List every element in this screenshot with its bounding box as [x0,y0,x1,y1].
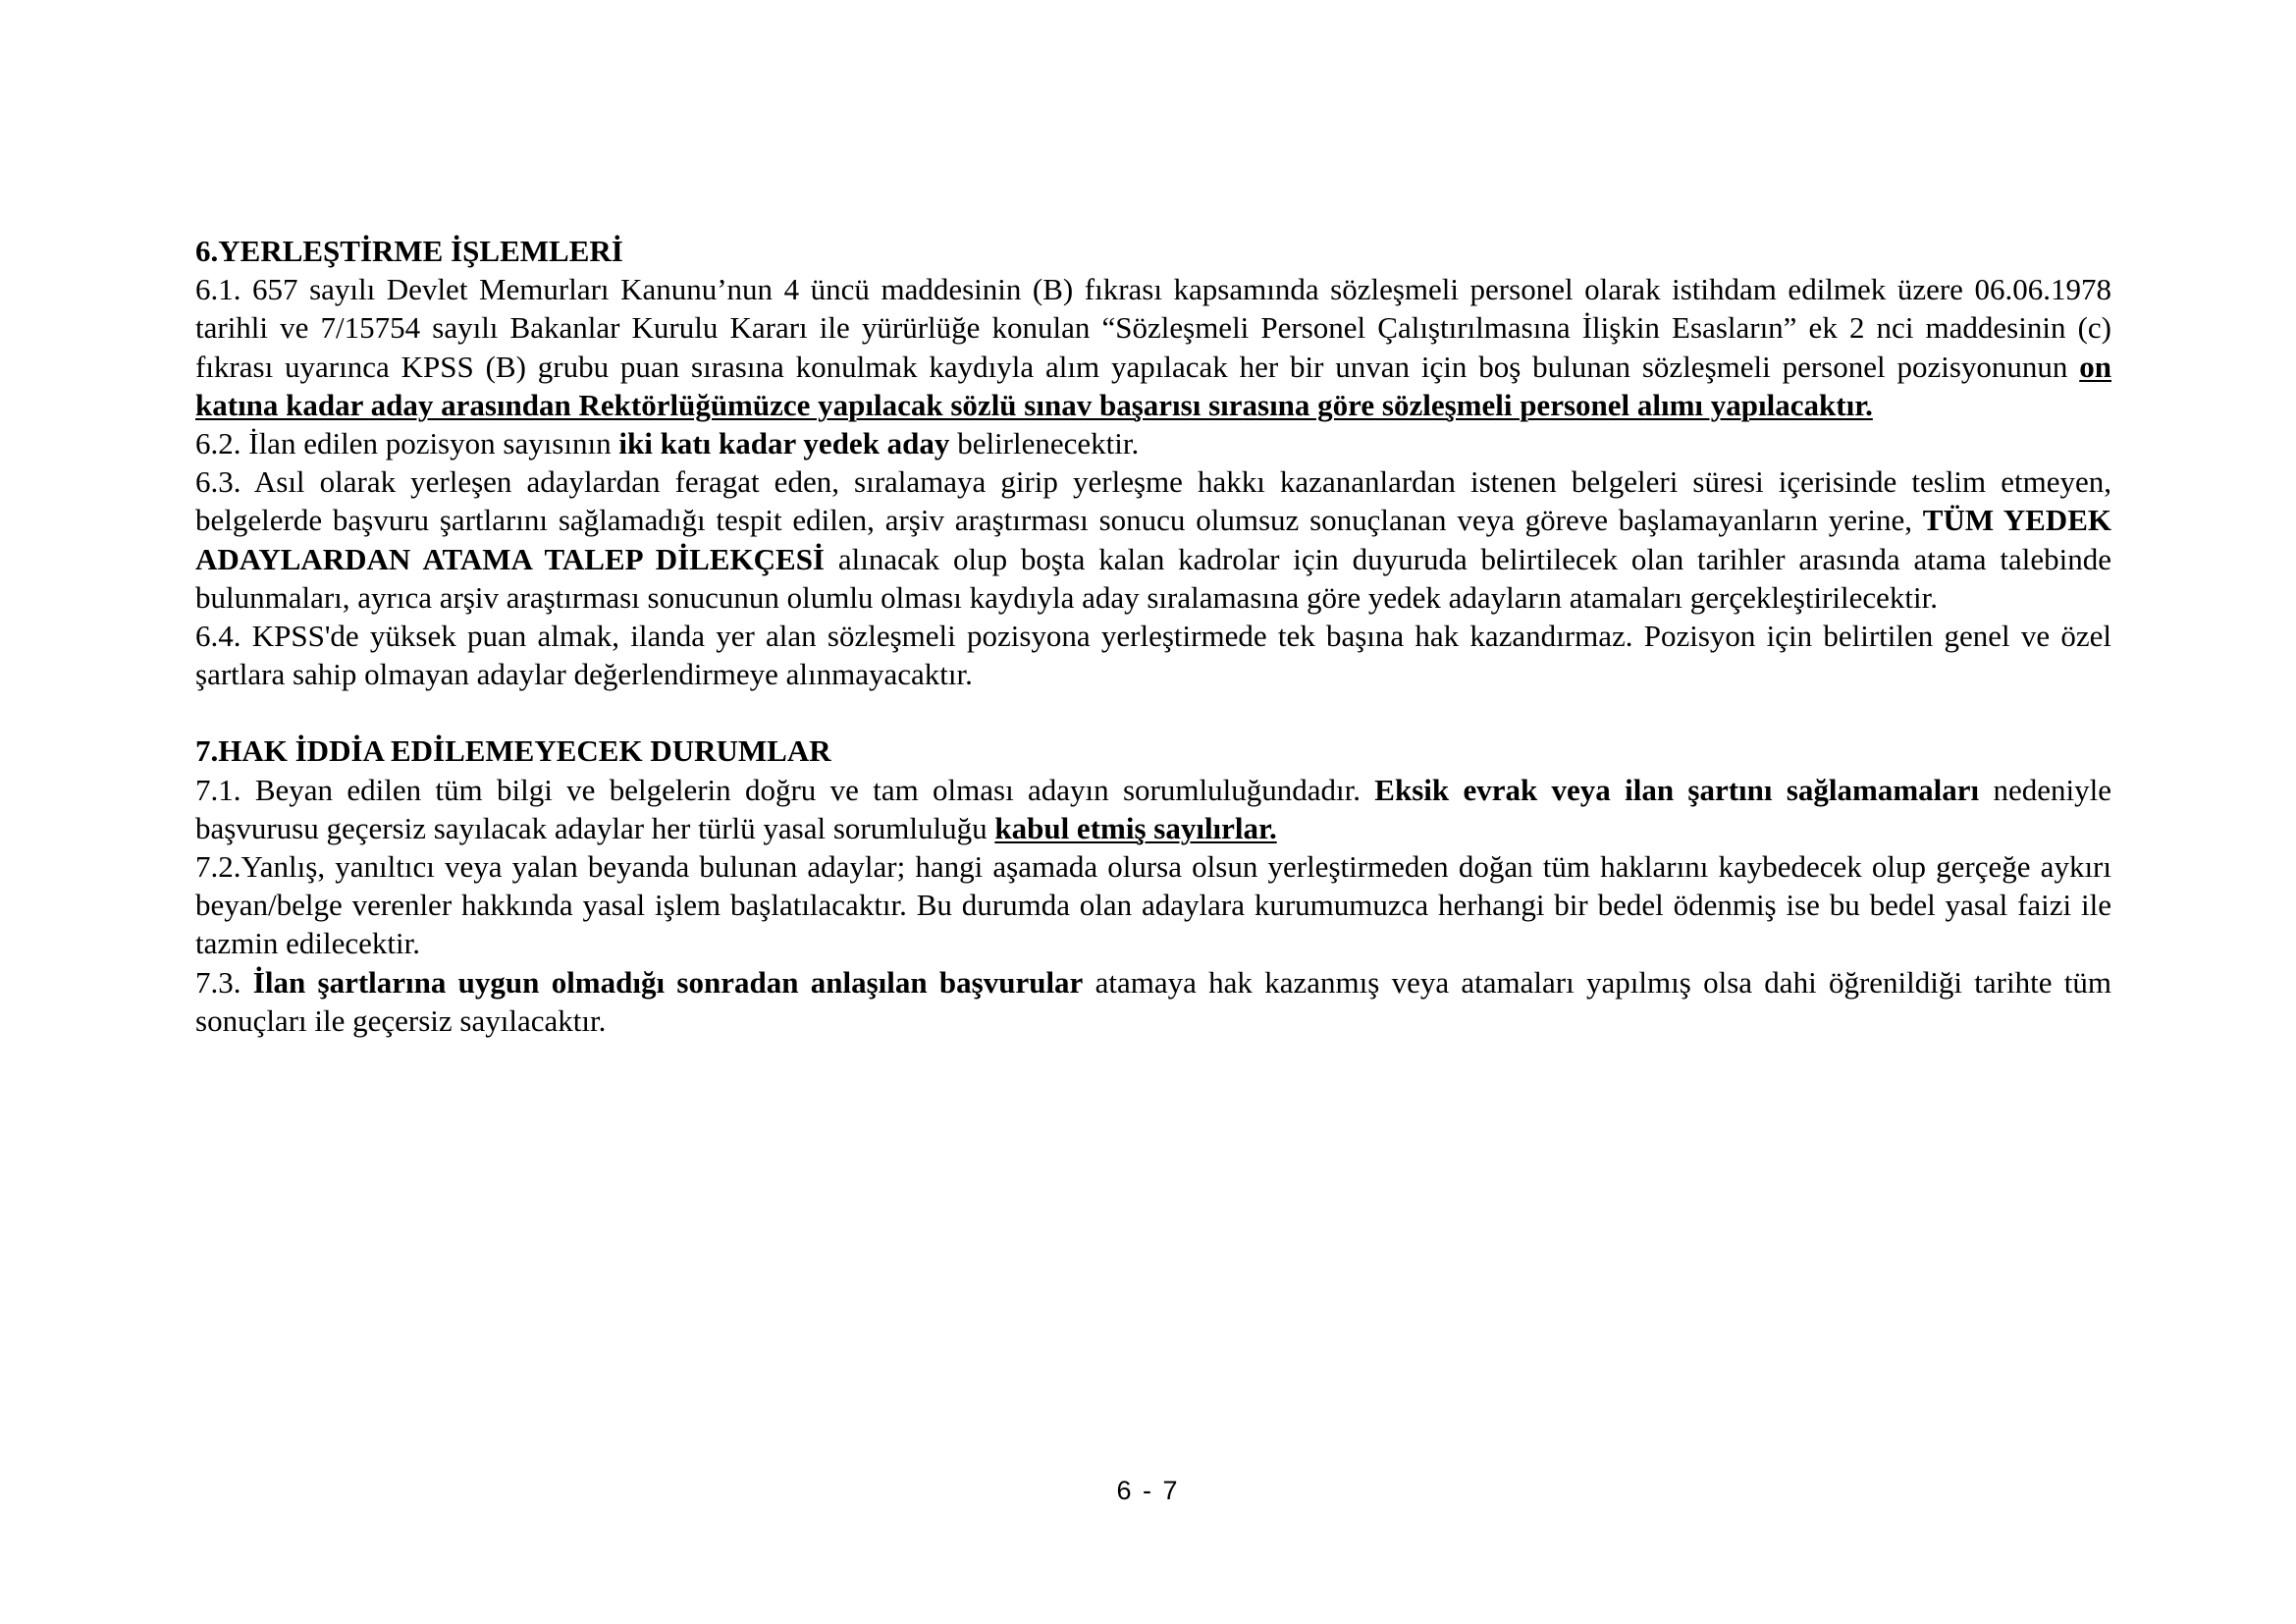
paragraph-6-1 [195,270,2111,424]
section-7-heading: 7.HAK İDDİA EDİLEMEYECEK DURUMLAR [195,733,831,769]
paragraph-6-2-before: 6.2. İlan edilen pozisyon sayısının [195,426,619,461]
paragraph-6-3 [195,462,2111,617]
paragraph-7-3-after: atamaya hak kazanmış veya atamaları yapılmış olsa dahi öğrenildiği tarihte tüm sonuçları ile geçersiz sayılacaktır. [195,964,2111,1038]
paragraph-6-3-after: alınacak olup boşta kalan kadrolar için duyuruda belirtilecek olan tarihler arasında atama talebinde bulunmaları, ayrıca arşiv araştırması sonucunun olumlu olması kaydıyla aday sıralamasına göre yedek adayların atamaları gerçekleştirilecektir. [195,541,2111,615]
paragraph-7-3 [195,963,2111,1040]
section-spacer [195,693,2111,731]
document-body [195,232,2111,1040]
paragraph-7-1 [195,771,2111,847]
paragraph-7-1-middle: nedeniyle başvurusu geçersiz sayılacak adaylar her türlü yasal sorumluluğu [195,772,2111,845]
paragraph-6-2-bold: iki katı kadar yedek aday [618,426,950,461]
page-number: 6 - 7 [1116,1476,1180,1505]
paragraph-6-3-before: 6.3. Asıl olarak yerleşen adaylardan feragat eden, sıralamaya girip yerleşme hakkı kazananlardan istenen belgeleri süresi içerisinde teslim etmeyen, belgelerde başvuru şartlarını sağlamadığı tespit edilen, arşiv araştırması sonucu olumsuz sonuçlanan veya göreve başlamayanların yerine, [195,464,2111,538]
paragraph-6-1-emphasis: on katına kadar aday arasından Rektörlüğümüzce yapılacak sözlü sınav başarısı sırasına göre sözleşmeli personel alımı yapılacaktır. [195,349,2111,422]
paragraph-7-1-emphasis: kabul etmiş sayılırlar. [994,810,1277,845]
paragraph-7-1-before: 7.1. Beyan edilen tüm bilgi ve belgelerin doğru ve tam olması adayın sorumluluğundadır. [195,772,1375,807]
paragraph-6-2-after: belirlenecektir. [949,426,1140,461]
section-7 [195,731,2111,1040]
paragraph-6-2 [195,424,2111,462]
paragraph-6-3-bold: TÜM YEDEK ADAYLARDAN ATAMA TALEP DİLEKÇESİ [195,503,2111,576]
paragraph-7-3-bold: İlan şartlarına uygun olmadığı sonradan anlaşılan başvurular [252,964,1084,1000]
section-6 [195,232,2111,693]
paragraph-6-1-text: 6.1. 657 sayılı Devlet Memurları Kanunu’nun 4 üncü maddesinin (B) fıkrası kapsamında sözleşmeli personel olarak istihdam edilmek üzere 06.06.1978 tarihli ve 7/15754 sayılı Bakanlar Kurulu Kararı ile yürürlüğe konulan “Sözleşmeli Personel Çalıştırılmasına İlişkin Esasların” ek 2 nci maddesinin (c) fıkrası uyarınca KPSS (B) grubu puan sırasına konulmak kaydıyla alım yapılacak her bir unvan için boş bulunan sözleşmeli personel pozisyonunun [195,272,2111,384]
paragraph-7-1-bold: Eksik evrak veya ilan şartını sağlamamaları [1374,772,1980,807]
paragraph-6-4: 6.4. KPSS'de yüksek puan almak, ilanda yer alan sözleşmeli pozisyona yerleştirmede tek başına hak kazandırmaz. Pozisyon için belirtilen genel ve özel şartlara sahip olmayan adaylar değerlendirmeye alınmayacaktır. [195,619,2111,692]
paragraph-7-2: 7.2.Yanlış, yanıltıcı veya yalan beyanda bulunan adaylar; hangi aşamada olursa olsun yerleştirmeden doğan tüm haklarını kaybedecek olup gerçeğe aykırı beyan/belge verenler hakkında yasal işlem başlatılacaktır. Bu durumda olan adaylara kurumumuzca herhangi bir bedel ödenmiş ise bu bedel yasal faizi ile tazmin edilecektir. [195,849,2111,961]
section-6-heading: 6.YERLEŞTİRME İŞLEMLERİ [195,234,623,268]
paragraph-7-3-prefix: 7.3. [195,964,253,1000]
